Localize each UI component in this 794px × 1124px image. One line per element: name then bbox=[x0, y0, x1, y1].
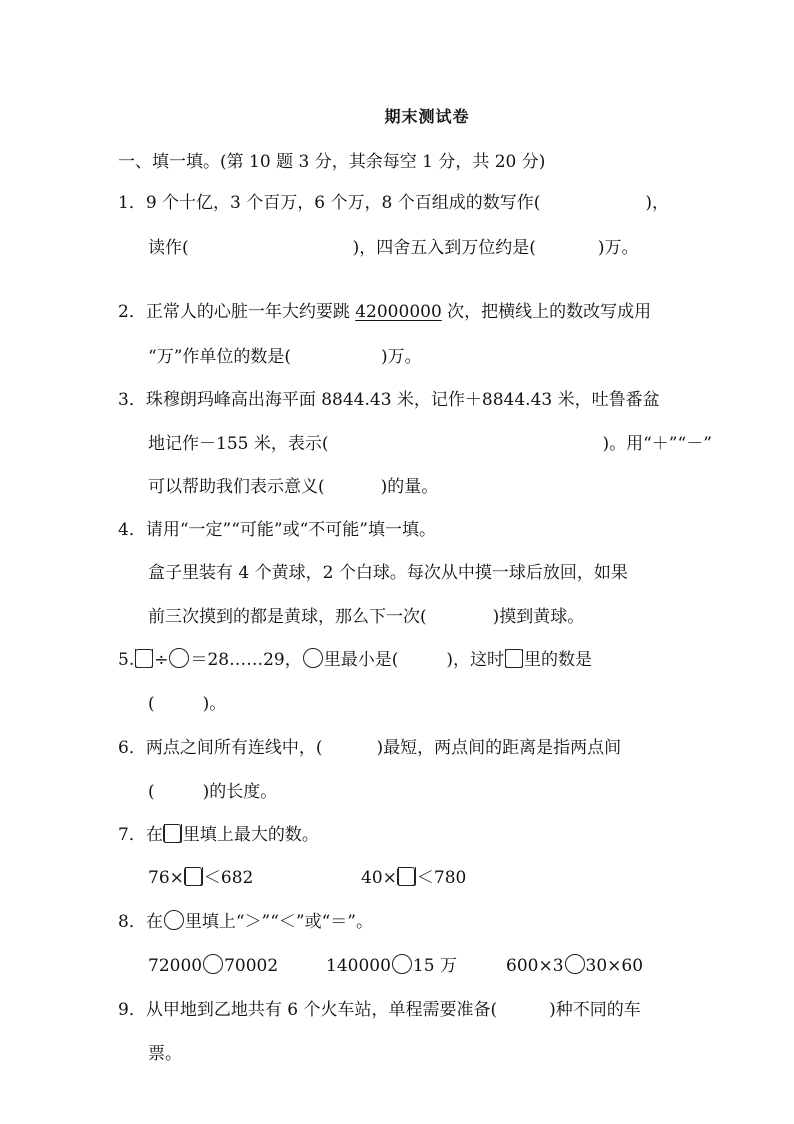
question-7-expression-2: 40× ＜780 bbox=[361, 868, 467, 888]
square-box-icon bbox=[164, 824, 182, 843]
question-3-line-1: 3．珠穆朗玛峰高出海平面 8844.43 米，记作＋8844.43 米，吐鲁番盆 bbox=[118, 390, 660, 410]
question-3-line-2: 地记作－155 米，表示( )。用“＋”“－” bbox=[148, 434, 712, 454]
question-5-line-2: ( )。 bbox=[148, 694, 227, 714]
question-4-line-3: 前三次摸到的都是黄球，那么下一次( )摸到黄球。 bbox=[148, 607, 585, 627]
question-7-expression-1: 76× ＜682 bbox=[148, 868, 254, 888]
question-1-line-1: 1．9 个十亿，3 个百万，6 个万，8 个百组成的数写作( )， bbox=[118, 193, 669, 213]
section-heading: 一、填一填。(第 10 题 3 分，其余每空 1 分，共 20 分) bbox=[118, 152, 546, 172]
question-5-line-1: 5. ÷ ＝28……29， 里最小是( )，这时 里的数是 bbox=[118, 650, 593, 670]
question-8-line-1: 8．在 里填上“＞”“＜”或“＝”。 bbox=[118, 912, 373, 932]
question-4-line-1: 4．请用“一定”“可能”或“不可能”填一填。 bbox=[118, 520, 436, 540]
question-3-line-3: 可以帮助我们表示意义( )的量。 bbox=[148, 477, 439, 497]
question-2-line-1: 2．正常人的心脏一年大约要跳 42000000 次，把横线上的数改写成用 bbox=[118, 302, 652, 322]
square-box-icon[interactable] bbox=[135, 649, 153, 668]
question-1-line-2: 读作( )，四舍五入到万位约是( )万。 bbox=[148, 238, 639, 258]
circle-icon[interactable] bbox=[565, 954, 585, 974]
page-title: 期末测试卷 bbox=[384, 107, 470, 126]
question-8-expression-2: 140000 15 万 bbox=[326, 956, 457, 976]
question-8-expression-3: 600×3 30×60 bbox=[506, 956, 644, 976]
circle-icon[interactable] bbox=[169, 648, 189, 668]
question-6-line-2: ( )的长度。 bbox=[148, 782, 278, 802]
question-8-expression-1: 72000 70002 bbox=[148, 956, 279, 976]
question-9-line-2: 票。 bbox=[148, 1044, 182, 1064]
question-9-line-1: 9．从甲地到乙地共有 6 个火车站，单程需要准备( )种不同的车 bbox=[118, 1000, 641, 1020]
question-2-line-2: “万”作单位的数是( )万。 bbox=[148, 347, 422, 367]
circle-icon[interactable] bbox=[203, 954, 223, 974]
underlined-number: 42000000 bbox=[355, 302, 442, 322]
circle-icon bbox=[164, 910, 184, 930]
question-4-line-2: 盒子里装有 4 个黄球，2 个白球。每次从中摸一球后放回，如果 bbox=[148, 563, 628, 583]
question-6-line-1: 6．两点之间所有连线中，( )最短，两点间的距离是指两点间 bbox=[118, 738, 622, 758]
square-box-icon[interactable] bbox=[398, 867, 416, 886]
question-7-line-1: 7．在 里填上最大的数。 bbox=[118, 825, 319, 845]
circle-icon[interactable] bbox=[392, 954, 412, 974]
circle-icon[interactable] bbox=[303, 648, 323, 668]
square-box-icon[interactable] bbox=[505, 649, 523, 668]
square-box-icon[interactable] bbox=[185, 867, 203, 886]
